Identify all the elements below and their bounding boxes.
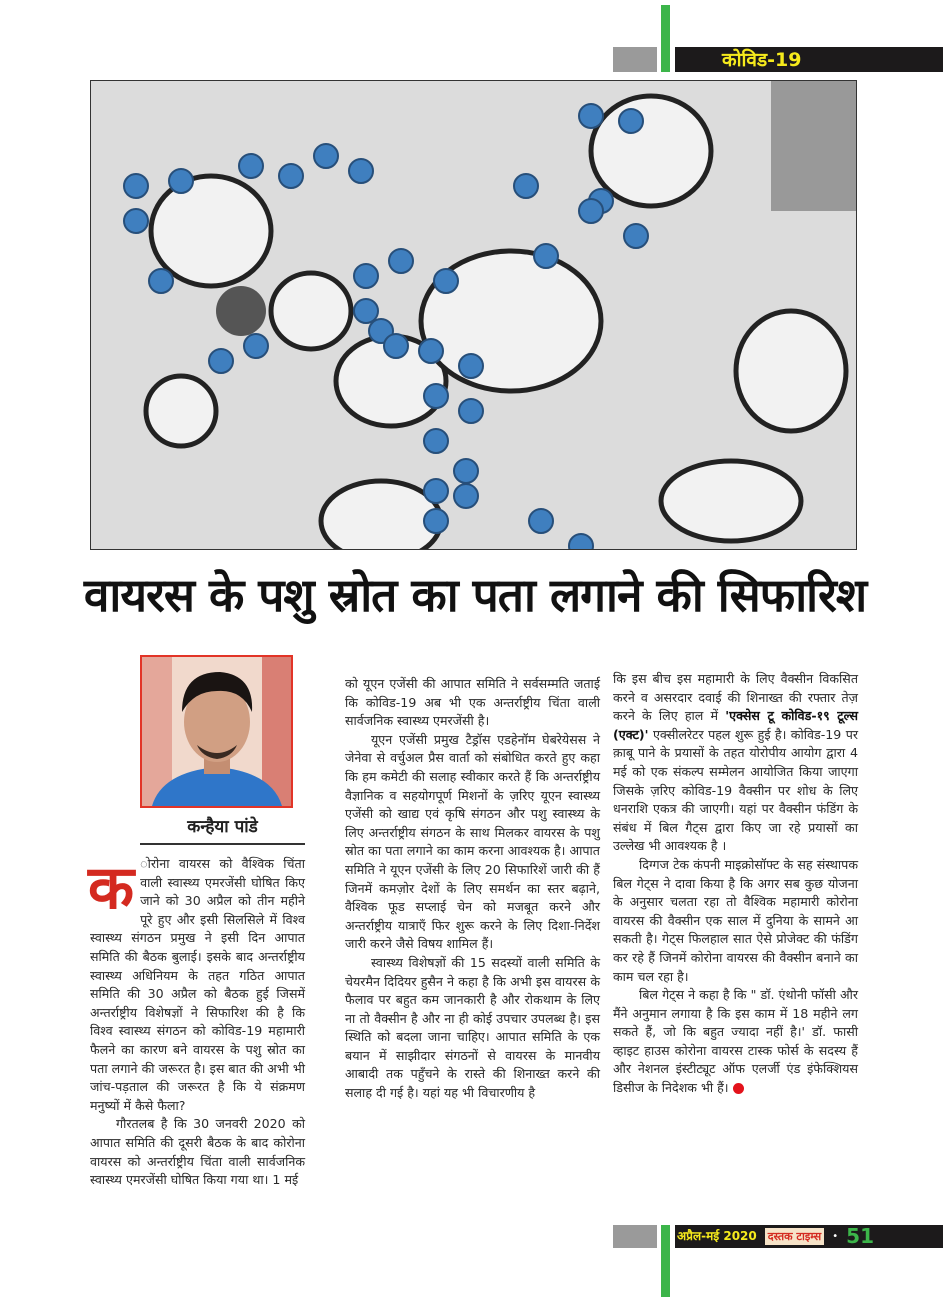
virus-microscopy-image: [90, 80, 857, 550]
virus-particle: [529, 509, 553, 533]
paragraph-text: कि इस बीच इस महामारी के लिए वैक्सीन विकसित करने व असरदार दवाई की शिनाख्त की रफ्तार तेज़ करने के लिए हाल में: [613, 671, 858, 724]
article-paragraph: [613, 670, 858, 856]
virus-particle: [384, 334, 408, 358]
header-black-bar: [675, 47, 943, 72]
virus-particle: [389, 249, 413, 273]
virus-particle: [454, 484, 478, 508]
article-paragraph: [90, 855, 305, 1115]
footer-green-bar: [661, 1225, 670, 1297]
article-paragraph: स्वास्थ्य विशेषज्ञों की 15 सदस्यों वाली समिति के चेयरमैन दिदियर हुसैन ने कहा है कि अभी इस वायरस के फैलाव पर बहुत कम जानकारी है और रोकथाम के लिए ना तो वैक्सीन है और ना ही कोई उपचार उपलब्ध है। इस स्थिति को बदला जाना चाहिए। आपात समिति के एक बयान में साझीदार संगठनों से वायरस के मानवीय आबादी तक पहुँचने के रास्ते की शिनाख्त करने की सलाह दी गई है। यहां यह भी विचारणीय है: [345, 954, 600, 1101]
virus-particle: [459, 399, 483, 423]
virus-particle: [624, 224, 648, 248]
author-photo: [140, 655, 293, 808]
virus-particle: [454, 459, 478, 483]
author-portrait: [142, 657, 291, 806]
section-label: कोविड-19: [722, 49, 802, 71]
paragraph-text: ोरोना वायरस को वैश्विक चिंता वाली स्वास्थ्य एमरजेंसी घोषित किए जाने को 30 अप्रैल को तीन महीने पूरे हुए और इसी सिलसिले में विश्व स्वास्थ्य संगठन प्रमुख ने इसी दिन आपात समिति की बैठक बुलाई। इसके बाद अन्तर्राष्ट्रीय स्वास्थ्य अधिनियम के तहत गठित आपात समिति की 30 अप्रैल को बैठक हुई जिसमें अन्तर्राष्ट्रीय विशेषज्ञों ने सिफारिश की है कि विश्व स्वास्थ्य संगठन को कोविड-19 महामारी फैलने का कारण बने वायरस के पशु स्रोत का पता लगाने की जरूरत है। इस बात की अभी भी जांच-पड़ताल की जरूरत है कि ये संक्रमण मनुष्यों में कैसे फैला?: [90, 856, 305, 1113]
virus-particle: [124, 209, 148, 233]
virus-particle: [579, 104, 603, 128]
cell-membrane: [321, 481, 441, 549]
virus-particle: [354, 299, 378, 323]
cell-membrane: [661, 461, 801, 541]
header-green-bar: [661, 5, 670, 72]
author-name: कन्हैया पांडे: [140, 815, 305, 845]
virus-particle: [279, 164, 303, 188]
magazine-logo: दस्तक टाइम्स: [765, 1228, 824, 1245]
cell-membrane: [146, 376, 216, 446]
virus-particle: [169, 169, 193, 193]
footer-bullet: •: [832, 1231, 839, 1242]
paragraph-text: बिल गेट्स ने कहा है कि " डॉ. एंथोनी फॉसी और मैंने अनुमान लगाया है कि इस काम में 18 महीने लग सकते हैं, जो कि बहुत ज्यादा नहीं है।' डॉ. फासी व्हाइट हाउस कोरोना वायरस टास्क फोर्स के सदस्य हैं और नेशनल इंस्टीट्यूट ऑफ एलर्जी एंड इंफेक्शियस डिसीज के निदेशक भी हैं।: [613, 987, 858, 1096]
footer-row: [677, 1225, 941, 1248]
virus-particle: [244, 334, 268, 358]
article-column-2: [345, 675, 600, 1103]
virus-particle: [209, 349, 233, 373]
virus-particle: [349, 159, 373, 183]
article-paragraph: दिग्गज टेक कंपनी माइक्रोसॉफ्ट के सह संस्थापक बिल गेट्स ने दावा किया है कि अगर सब कुछ योजना के अनुसार चलता रहा तो वैश्विक महामारी कोरोना वायरस की वैक्सीन एक साल में दुनिया के सामने आ सकती है। गेट्स फिलहाल सात ऐसे प्रोजेक्ट की फंडिंग कर रहे हैं जिनमें कोरोना वायरस की वैक्सीन बनाने का काम चल रहा है।: [613, 856, 858, 984]
article-paragraph: [613, 986, 858, 1098]
virus-particle: [149, 269, 173, 293]
virus-particle: [424, 509, 448, 533]
cell-membrane: [591, 96, 711, 206]
footer-gray-block: [613, 1225, 657, 1248]
virus-particle: [424, 429, 448, 453]
virus-particle: [579, 199, 603, 223]
dense-vesicle: [216, 286, 266, 336]
virus-particle: [424, 384, 448, 408]
article-paragraph: यूएन एजेंसी प्रमुख टैड्रॉस एडहेनॉम घेबरेयेसस ने जेनेवा से वर्चुअल प्रैस वार्ता को संबोधित करते हुए कहा कि हम कमेटी की सलाह स्वीकार करते हैं कि अन्तर्राष्ट्रीय वैज्ञानिक व सहयोगपूर्ण मिशनों के ज़रिए यूएन स्वास्थ्य एजेंसी को खाद्य एवं कृषि संगठन और पशु स्वास्थ्य के लिए अन्तर्राष्ट्रीय संगठन के साथ मिलकर वायरस के पशु स्रोत का पता लगाने का काम करना आवश्यक है। आपात समिति ने यूएन एजेंसी के लिए 20 सिफारिशें जारी की हैं जिनमें कमज़ोर देशों के लिए समर्थन का स्तर बढ़ाने, वैश्विक फूड सप्लाई चेन को मजबूत करने और अन्तर्राष्ट्रीय यात्राएँ फिर शुरू करने के लिए दिशा-निर्देश जारी करने जैसे विषय शामिल हैं।: [345, 731, 600, 952]
paragraph-text: एक्सीलरेटर पहल शुरू हुई है। कोविड-19 पर क़ाबू पाने के प्रयासों के तहत योरोपीय आयोग द्वारा 4 मई को एक संकल्प सम्मेलन आयोजित किया जाएगा जिसके ज़रिए कोविड-19 वैक्सीन पर शोध के लिए धनराशि एकत्र की जाएगी। यहां पर वैक्सीन फंडिंग के संबंध में बिल गैट्स द्वारा किए जा रहे प्रयासों का उल्लेख भी आवश्यक है ।: [613, 726, 858, 854]
microscopy-illustration: [91, 81, 856, 549]
virus-particle: [569, 534, 593, 549]
virus-particle: [314, 144, 338, 168]
virus-particle: [424, 479, 448, 503]
virus-particle: [124, 174, 148, 198]
drop-cap: क: [88, 853, 135, 923]
virus-particle: [419, 339, 443, 363]
bold-initiative-name: 'एक्सेस टू कोविड-१९ टूल्स (एक्ट)': [613, 708, 858, 742]
header-gray-block: [613, 47, 657, 72]
headline: वायरस के पशु स्रोत का पता लगाने की सिफारिश: [83, 568, 867, 622]
article-paragraph: को यूएन एजेंसी की आपात समिति ने सर्वसम्मति जताई कि कोविड-19 अब भी एक अन्तर्राष्ट्रीय चिंता वाली सार्वजनिक स्वास्थ्य एमरजेंसी है।: [345, 676, 600, 729]
virus-particle: [354, 264, 378, 288]
article-column-3: [613, 670, 858, 1098]
virus-particle: [534, 244, 558, 268]
article-paragraph: गौरतलब है कि 30 जनवरी 2020 को आपात समिति की दूसरी बैठक के बाद कोरोना वायरस को अन्तर्राष्ट्रीय चिंता वाली सार्वजनिक स्वास्थ्य एमरजेंसी घोषित किया गया था। 1 मई: [90, 1116, 305, 1188]
page-number: 51: [846, 1224, 874, 1248]
dense-region: [771, 81, 856, 211]
virus-particle: [434, 269, 458, 293]
cell-membrane: [151, 176, 271, 286]
end-of-article-dot-icon: [733, 1083, 744, 1094]
article-column-1: [90, 855, 305, 1190]
issue-date: अप्रैल-मई 2020: [677, 1229, 757, 1243]
virus-particle: [514, 174, 538, 198]
cell-membrane: [271, 273, 351, 349]
virus-particle: [459, 354, 483, 378]
virus-particle: [239, 154, 263, 178]
virus-particle: [619, 109, 643, 133]
cell-membrane: [736, 311, 846, 431]
